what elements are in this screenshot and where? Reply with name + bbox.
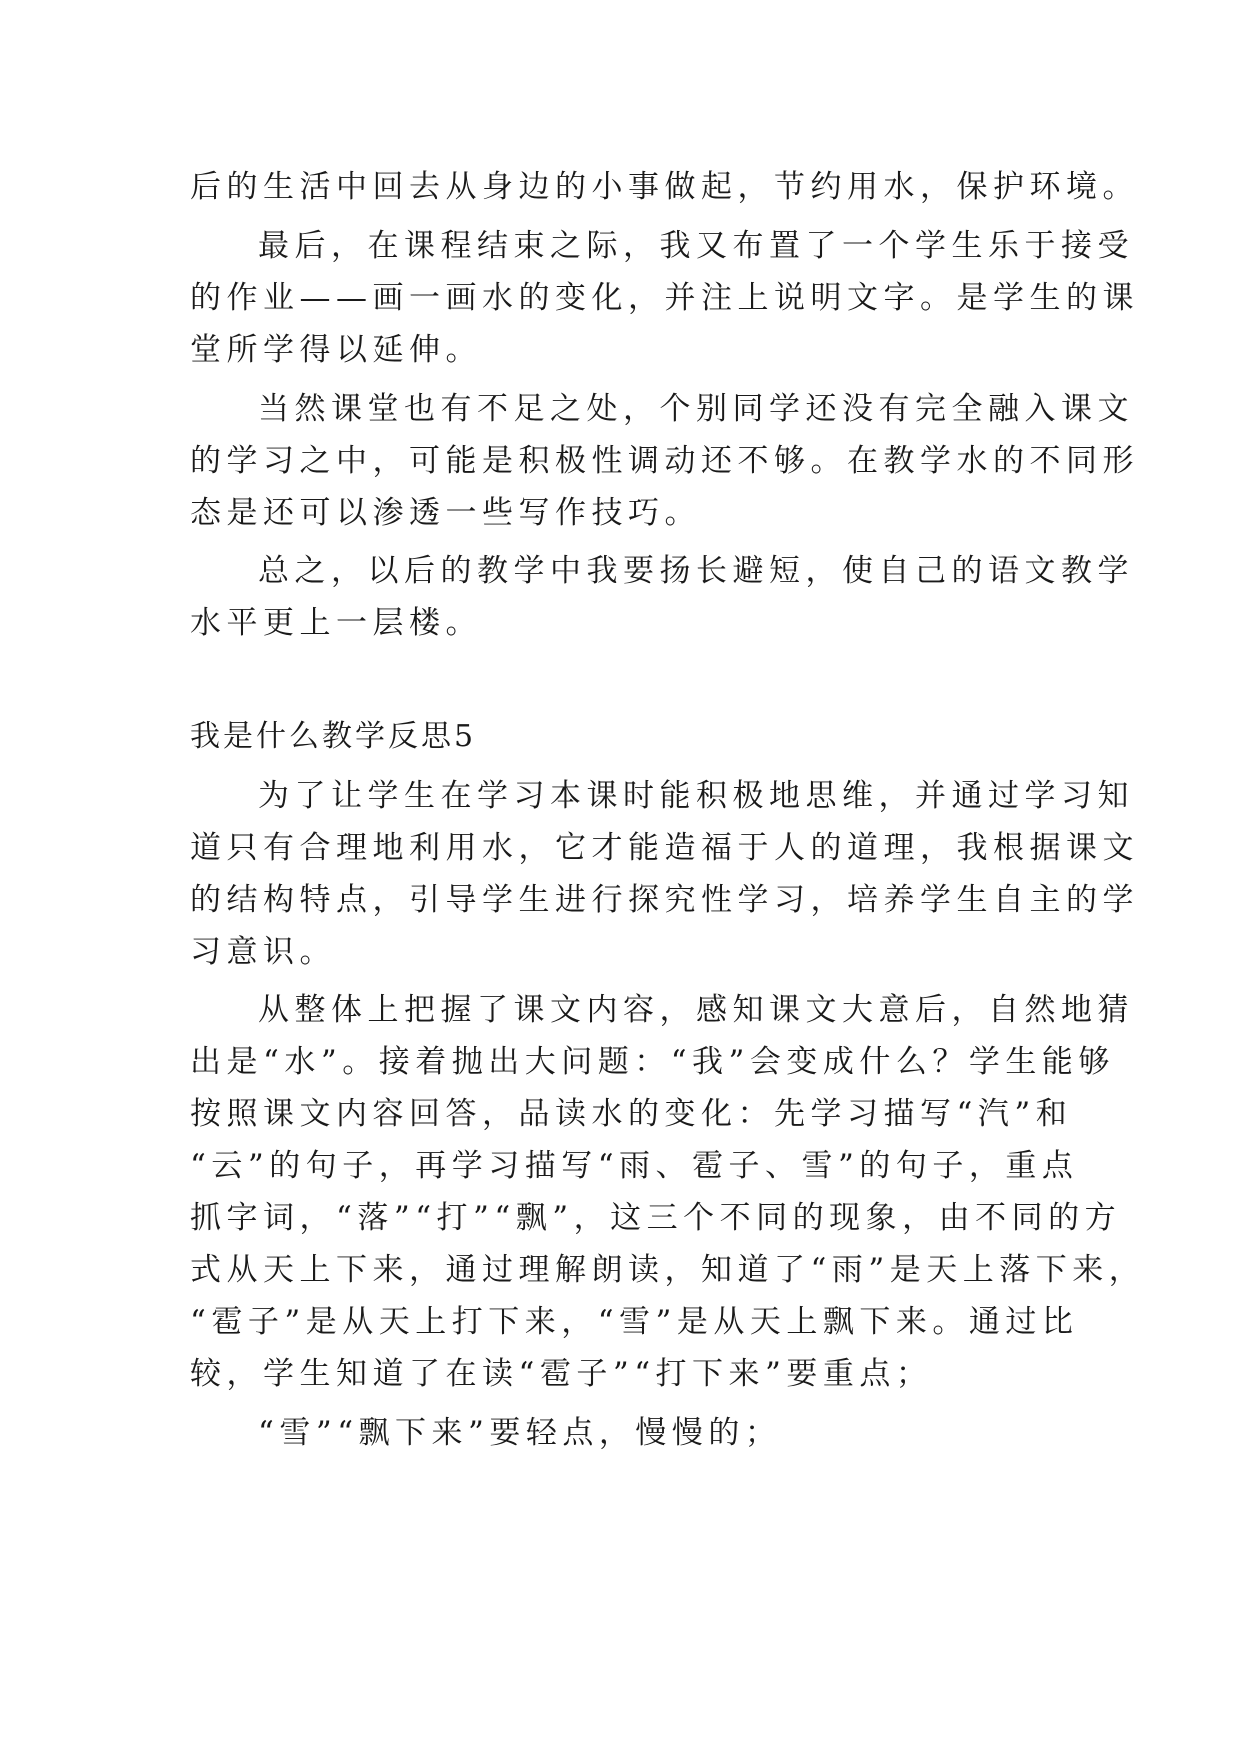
paragraph-line: 抓字词，“落”“打”“飘”，这三个不同的现象，由不同的方: [190, 1200, 1122, 1236]
paragraph-line: 从整体上把握了课文内容，感知课文大意后，自然地猜: [258, 992, 1134, 1028]
paragraph-line: 最后，在课程结束之际，我又布置了一个学生乐于接受: [258, 228, 1134, 264]
paragraph-line: 的学习之中，可能是积极性调动还不够。在教学水的不同形: [190, 443, 1139, 479]
paragraph-line: 出是“水”。接着抛出大问题：“我”会变成什么？学生能够: [190, 1044, 1115, 1080]
paragraph-line: 堂所学得以延伸。: [190, 332, 482, 368]
paragraph-line: 的结构特点，引导学生进行探究性学习，培养学生自主的学: [190, 882, 1139, 918]
paragraph-line: 水平更上一层楼。: [190, 605, 482, 641]
paragraph-line: 式从天上下来，通过理解朗读，知道了“雨”是天上落下来，: [190, 1252, 1146, 1288]
paragraph-line: “云”的句子，再学习描写“雨、雹子、雪”的句子，重点: [190, 1148, 1079, 1184]
paragraph-line: 总之，以后的教学中我要扬长避短，使自己的语文教学: [258, 553, 1134, 589]
paragraph-line: “雪”“飘下来”要轻点，慢慢的；: [258, 1415, 782, 1451]
paragraph-line: 后的生活中回去从身边的小事做起，节约用水，保护环境。: [190, 169, 1139, 205]
section-title: 我是什么教学反思5: [190, 719, 477, 754]
paragraph-line: 为了让学生在学习本课时能积极地思维，并通过学习知: [258, 778, 1134, 814]
paragraph-line: 的作业——画一画水的变化，并注上说明文字。是学生的课: [190, 280, 1139, 316]
paragraph-line: “雹子”是从天上打下来，“雪”是从天上飘下来。通过比: [190, 1304, 1079, 1340]
paragraph-line: 按照课文内容回答，品读水的变化：先学习描写“汽”和: [190, 1096, 1073, 1132]
paragraph-line: 当然课堂也有不足之处，个别同学还没有完全融入课文: [258, 391, 1134, 427]
paragraph-line: 态是还可以渗透一些写作技巧。: [190, 495, 701, 531]
paragraph-line: 道只有合理地利用水，它才能造福于人的道理，我根据课文: [190, 830, 1139, 866]
paragraph-line: 较，学生知道了在读“雹子”“打下来”要重点；: [190, 1356, 933, 1392]
paragraph-line: 习意识。: [190, 934, 336, 970]
